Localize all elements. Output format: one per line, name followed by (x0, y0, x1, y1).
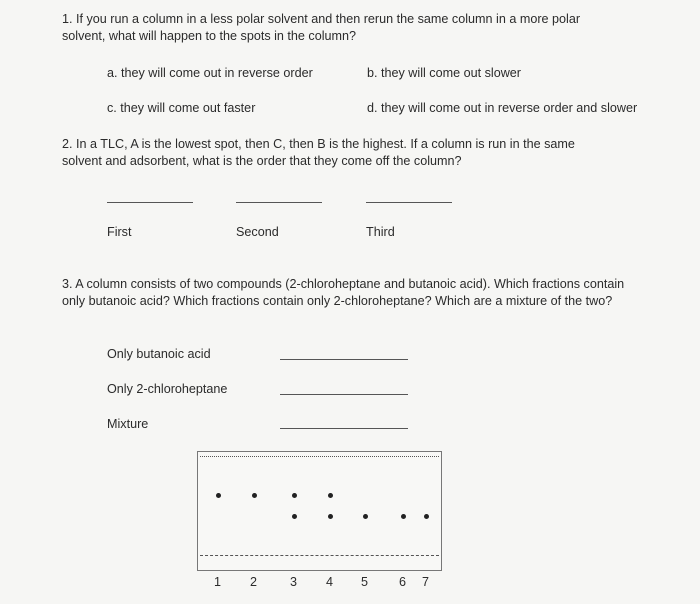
lane-number: 1 (214, 575, 222, 589)
lane-number: 2 (250, 575, 258, 589)
tlc-spot-lower-lane-4 (328, 514, 333, 519)
q2-first-blank[interactable] (107, 202, 193, 203)
question-1-text: 1. If you run a column in a less polar solvent and then rerun the same column in a more polar solvent, what will happen to the spots in the column? (62, 12, 581, 43)
lane-number: 4 (326, 575, 334, 589)
tlc-spot-lower-lane-3 (292, 514, 297, 519)
q2-label-first: First (107, 225, 132, 239)
tlc-spot-lower-lane-6 (401, 514, 406, 519)
tlc-spot-lower-lane-7 (424, 514, 429, 519)
q3-mixture-blank[interactable] (280, 428, 408, 429)
tlc-spot-lower-lane-5 (363, 514, 368, 519)
q3-label-chloroheptane: Only 2-chloroheptane (107, 382, 228, 396)
tlc-spot-upper-lane-1 (216, 493, 221, 498)
q2-second-blank[interactable] (236, 202, 322, 203)
q2-label-third: Third (366, 225, 395, 239)
q3-chloroheptane-blank[interactable] (280, 394, 408, 395)
solvent-front-line (200, 456, 439, 457)
question-2-text: 2. In a TLC, A is the lowest spot, then C, then B is the highest. If a column is run in the same solvent and adsorbent, what is the order that they come off the column? (62, 137, 575, 168)
baseline (200, 555, 439, 556)
q2-third-blank[interactable] (366, 202, 452, 203)
q1-option-c: c. they will come out faster (107, 101, 256, 115)
q3-butanoic-blank[interactable] (280, 359, 408, 360)
q3-label-mixture: Mixture (107, 417, 149, 431)
q1-option-a: a. they will come out in reverse order (107, 66, 313, 80)
lane-number: 6 (399, 575, 407, 589)
tlc-plate (197, 451, 442, 571)
lane-number: 7 (422, 575, 430, 589)
question-3-text: 3. A column consists of two compounds (2-chloroheptane and butanoic acid). Which fractions contain only butanoic acid? Which fractions contain only 2-chloroheptane? Which are a mixture of the two? (62, 277, 625, 308)
lane-number: 5 (361, 575, 369, 589)
q1-option-b: b. they will come out slower (367, 66, 521, 80)
tlc-spot-upper-lane-4 (328, 493, 333, 498)
q2-label-second: Second (236, 225, 279, 239)
tlc-spot-upper-lane-2 (252, 493, 257, 498)
q1-option-d: d. they will come out in reverse order and slower (367, 101, 638, 115)
q3-label-butanoic: Only butanoic acid (107, 347, 211, 361)
tlc-spot-upper-lane-3 (292, 493, 297, 498)
lane-number: 3 (290, 575, 298, 589)
